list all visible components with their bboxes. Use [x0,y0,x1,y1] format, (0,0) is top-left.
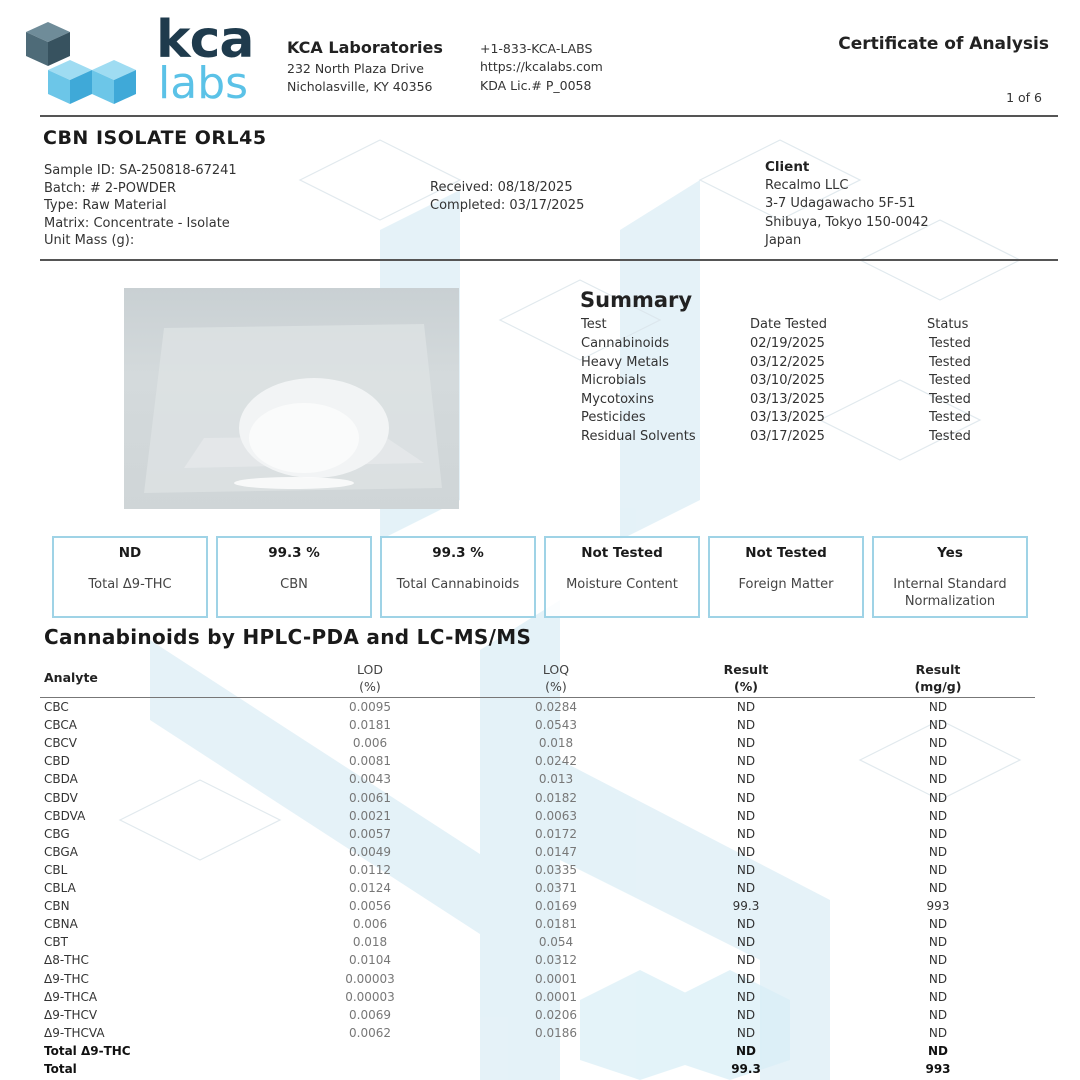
analyte-cell: CBN [44,899,70,914]
result-mg-cell: ND [928,953,948,968]
col-result-pct-label: Result [723,662,769,677]
sample-divider [40,259,1058,261]
result-pct-cell: ND [736,772,756,787]
lod-cell: 0.018 [352,935,388,950]
analyte-cell: Δ9-THCVA [44,1025,105,1040]
result-mg-cell: ND [928,917,948,932]
analyte-cell: CBG [44,826,70,841]
sample-photo [124,288,459,509]
lab-license: KDA Lic.# P_0058 [480,78,592,93]
result-mg-cell: ND [928,1007,948,1022]
result-mg-cell: ND [928,700,948,714]
sample-type: Type: Raw Material [44,198,167,213]
result-pct-cell: ND [736,881,756,895]
summary-header-status: Status [927,317,969,332]
result-pct-cell: ND [736,700,756,714]
page-indicator: 1 of 6 [1006,90,1042,105]
result-box-label: CBN [280,577,308,592]
result-pct-cell: ND [736,736,756,751]
col-loq-label: LOQ [542,662,570,677]
analyte-cell: CBDVA [44,808,86,823]
table-total-row [44,1042,1034,1060]
loq-cell: 0.0182 [535,790,577,805]
analyte-cell: Δ8-THC [44,953,89,968]
result-pct-cell: ND [736,826,756,841]
sample-batch: Batch: # 2-POWDER [44,180,177,196]
sample-dates [430,179,584,214]
analyte-cell: CBDA [44,772,78,787]
lod-cell: 0.0062 [349,1025,391,1040]
summary-status: Tested [929,336,971,351]
result-box-value: ND [118,545,142,561]
result-mg-cell: ND [928,718,948,733]
analyte-cell: CBCV [44,736,77,751]
lod-cell: 0.006 [352,917,388,932]
loq-cell: 0.018 [538,736,574,751]
loq-cell: 0.0335 [535,862,577,877]
result-pct-cell: ND [736,754,756,769]
client-info [765,158,929,251]
lod-cell: 0.0057 [349,826,391,841]
col-lod-label: LOD [357,662,383,677]
loq-cell: 0.013 [538,772,574,787]
loq-cell: 0.0186 [535,1025,577,1040]
lod-cell: 0.0043 [349,772,391,787]
result-box-value: Not Tested [581,545,663,561]
lab-website[interactable]: https://kcalabs.com [480,59,603,74]
result-box-value: 99.3 % [268,545,320,561]
lod-cell: 0.0104 [349,953,391,968]
result-mg-cell: ND [928,808,948,823]
kca-logo-cubes-icon [26,22,138,106]
document-title: Certificate of Analysis [838,34,1049,54]
analyte-cell: Total [44,1062,77,1076]
result-mg-cell: ND [928,772,948,787]
result-pct-cell: ND [736,917,756,932]
col-analyte-label: Analyte [44,670,98,685]
result-box [380,536,536,618]
result-pct-cell: 99.3 [731,1062,761,1076]
powder-image [124,288,459,509]
result-mg-cell: ND [928,935,948,950]
summary-test: Microbials [581,373,647,388]
result-mg-cell: ND [928,790,948,805]
result-mg-cell: ND [928,826,948,841]
col-loq-unit: (%) [545,679,567,694]
result-mg-cell: ND [928,844,948,859]
lod-cell: 0.0061 [349,790,391,805]
result-pct-cell: 99.3 [732,899,760,914]
result-mg-cell: ND [928,1025,948,1040]
result-mg-cell: ND [928,971,948,986]
summary-date: 03/17/2025 [750,428,825,444]
lod-cell: 0.0095 [349,700,391,714]
table-row [44,807,1034,825]
analyte-cell: CBC [44,700,69,714]
result-mg-cell: ND [928,754,948,769]
result-box-value: 99.3 % [432,545,484,561]
result-box-value: Not Tested [745,545,827,561]
result-pct-cell: ND [736,718,756,733]
result-mg-cell: ND [927,1043,948,1058]
summary-test: Heavy Metals [581,354,669,370]
loq-cell: 0.0001 [535,989,577,1004]
client-address-line2: Shibuya, Tokyo 150-0042 [765,214,929,230]
result-box-label: Internal Standard Normalization [893,577,1007,609]
received-date: Received: 08/18/2025 [430,180,573,195]
table-row [44,789,1034,807]
summary-test: Mycotoxins [581,391,654,407]
loq-cell: 0.0147 [535,844,577,859]
analyte-cell: Δ9-THC [44,971,89,986]
summary-title: Summary [580,288,693,312]
analyte-cell: CBL [44,862,68,877]
table-row [44,879,1034,897]
result-mg-cell: 993 [925,1062,951,1076]
summary-status: Tested [929,373,971,388]
lod-cell: 0.0112 [349,862,391,877]
result-pct-cell: ND [736,971,756,986]
table-row [44,716,1034,734]
summary-status: Tested [929,354,971,370]
col-result-pct-unit: (%) [734,679,758,694]
result-box-label: Foreign Matter [738,577,834,592]
lab-address-line2: Nicholasville, KY 40356 [287,79,433,94]
loq-cell: 0.0181 [535,917,577,932]
analyte-cell: Δ9-THCA [44,989,98,1004]
lod-cell: 0.0069 [349,1007,391,1022]
lab-name: KCA Laboratories [287,38,443,57]
analyte-cell: CBD [44,754,70,769]
result-box [872,536,1028,618]
table-row [44,734,1034,752]
sample-info [44,162,237,250]
lod-cell: 0.0056 [349,899,391,914]
result-box [708,536,864,618]
lod-cell: 0.0021 [349,808,391,823]
summary-test: Pesticides [581,410,646,425]
result-pct-cell: ND [736,1007,756,1022]
result-pct-cell: ND [736,989,756,1004]
result-box-label: Moisture Content [566,577,678,592]
analyte-cell: CBT [44,935,68,950]
lab-phone: +1-833-KCA-LABS [480,41,593,56]
sample-unit-mass: Unit Mass (g): [44,233,135,248]
result-pct-cell: ND [736,935,756,950]
table-row [44,861,1034,879]
summary-status: Tested [929,428,971,444]
loq-cell: 0.0284 [535,700,577,714]
header [0,0,1080,115]
col-result-mg-unit: (mg/g) [914,679,962,694]
table-row [44,825,1034,843]
summary-date: 02/19/2025 [750,336,825,351]
result-pct-cell: ND [736,790,756,805]
loq-cell: 0.054 [538,935,574,950]
table-row [44,1006,1034,1024]
col-loq [506,661,606,695]
table-total-row [44,1060,1034,1078]
result-pct-cell: ND [736,844,756,859]
col-result-mg [888,661,988,695]
loq-cell: 0.0206 [535,1007,577,1022]
client-heading: Client [765,159,810,175]
summary-date: 03/13/2025 [750,391,825,407]
loq-cell: 0.0063 [535,808,577,823]
lod-cell: 0.00003 [345,971,395,986]
table-row [44,933,1034,951]
loq-cell: 0.0543 [535,718,577,733]
lod-cell: 0.0049 [349,844,391,859]
col-result-mg-label: Result [915,662,961,677]
analyte-cell: Δ9-THCV [44,1007,98,1022]
cannabinoids-title: Cannabinoids by HPLC-PDA and LC-MS/MS [44,625,532,649]
col-result-pct [696,661,796,695]
col-analyte [44,669,98,686]
table-row [44,970,1034,988]
loq-cell: 0.0312 [535,953,577,968]
header-divider [40,115,1058,117]
analyte-cell: CBDV [44,790,78,805]
lod-cell: 0.006 [352,736,388,751]
client-address-line1: 3-7 Udagawacho 5F-51 [765,196,916,211]
summary-test: Cannabinoids [581,336,670,351]
result-pct-cell: ND [736,1025,756,1040]
completed-date: Completed: 03/17/2025 [430,197,585,213]
logo-kca-text: kca [156,10,254,70]
table-row [44,988,1034,1006]
result-box [216,536,372,618]
result-mg-cell: ND [928,989,948,1004]
result-pct-cell: ND [736,862,756,877]
result-mg-cell: 993 [926,899,950,914]
loq-cell: 0.0371 [535,881,577,895]
lab-address-line1: 232 North Plaza Drive [287,61,424,76]
table-row [44,915,1034,933]
analyte-cell: CBLA [44,881,76,895]
loq-cell: 0.0001 [535,971,577,986]
loq-cell: 0.0169 [535,899,577,914]
table-row [44,843,1034,861]
analyte-cell: CBGA [44,844,78,859]
table-row [44,897,1034,915]
summary-date: 03/12/2025 [750,354,825,370]
summary-status: Tested [929,391,971,407]
result-mg-cell: ND [928,862,948,877]
loq-cell: 0.0172 [535,826,577,841]
result-box-label: Total Δ9-THC [88,577,172,592]
sample-id: Sample ID: SA-250818-67241 [44,163,237,178]
product-name: CBN ISOLATE ORL45 [43,127,267,149]
analyte-cell: Total Δ9-THC [44,1043,131,1058]
table-row [44,951,1034,969]
client-address-line3: Japan [765,233,802,248]
client-name: Recalmo LLC [765,177,849,193]
sample-matrix: Matrix: Concentrate - Isolate [44,215,230,231]
result-box [52,536,208,618]
result-pct-cell: ND [735,1043,756,1058]
table-row [44,770,1034,788]
summary-test: Residual Solvents [581,428,696,444]
lod-cell: 0.0124 [349,881,391,895]
summary-header-test: Test [581,317,607,332]
analyte-cell: CBNA [44,917,78,932]
analyte-cell: CBCA [44,718,77,733]
table-row [44,698,1034,716]
summary-status: Tested [929,410,971,425]
loq-cell: 0.0242 [535,754,577,769]
result-box-value: Yes [937,545,963,561]
result-pct-cell: ND [736,808,756,823]
table-row [44,1024,1034,1042]
table-row [44,752,1034,770]
col-lod-unit: (%) [359,679,381,694]
lod-cell: 0.0181 [349,718,391,733]
lod-cell: 0.00003 [345,989,395,1004]
result-box [544,536,700,618]
logo-labs-text: labs [158,58,249,109]
result-mg-cell: ND [928,736,948,751]
summary-date: 03/10/2025 [750,373,825,388]
col-lod [320,661,420,695]
summary-date: 03/13/2025 [750,410,825,425]
result-mg-cell: ND [928,881,948,895]
result-box-label: Total Cannabinoids [396,577,520,592]
result-pct-cell: ND [736,953,756,968]
summary-header-date: Date Tested [750,317,828,332]
lod-cell: 0.0081 [349,754,391,769]
